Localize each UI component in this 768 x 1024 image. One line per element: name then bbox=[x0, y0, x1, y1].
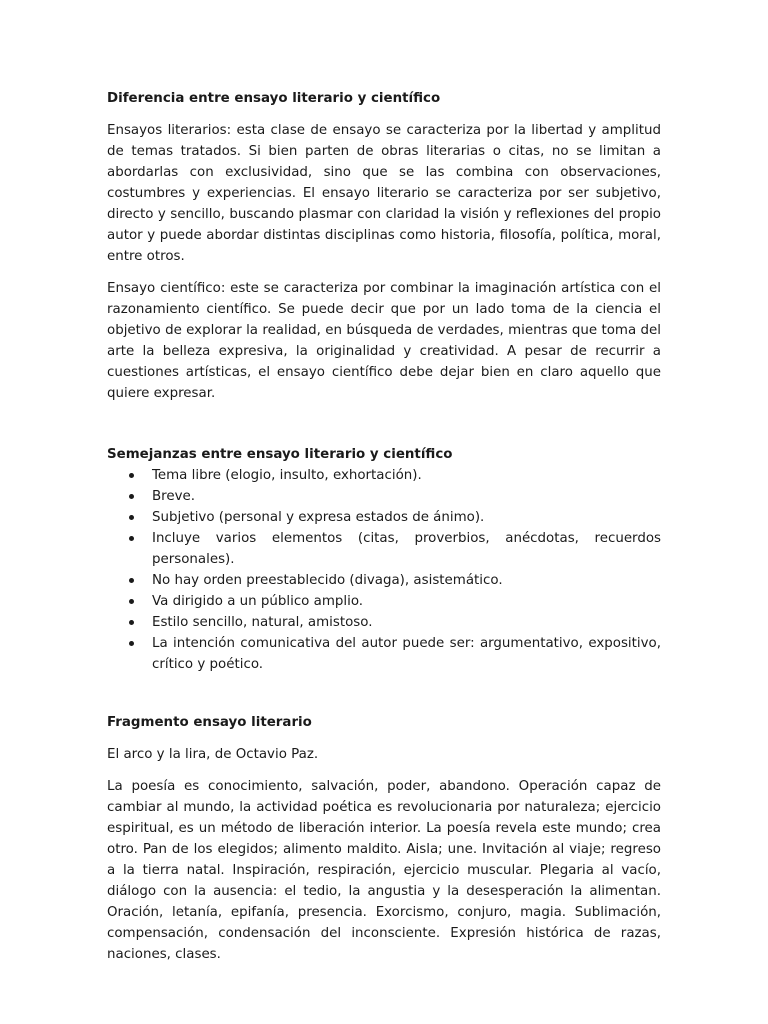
bullet-icon bbox=[129, 599, 134, 604]
list-item-text: Subjetivo (personal y expresa estados de ánimo). bbox=[152, 510, 485, 525]
list-item bbox=[107, 465, 661, 486]
document-page bbox=[107, 88, 661, 965]
list-item bbox=[107, 591, 661, 612]
list-item bbox=[107, 570, 661, 591]
bullet-icon bbox=[129, 515, 134, 520]
list-item bbox=[107, 486, 661, 507]
bullet-icon bbox=[129, 536, 134, 541]
paragraph-literary-essay: Ensayos literarios: esta clase de ensayo se caracteriza por la libertad y amplitud de temas tratados. Si bien parten de obras literarias o citas, no se limitan a abordarlas con exclusividad, sino que se las combina con observaciones, costumbres y experiencias. El ensayo literario se caracteriza por ser subjetivo, directo y sencillo, buscando plasmar con claridad la visión y reflexiones del propio autor y puede abordar distintas disciplinas como historia, filosofía, política, moral, entre otros. bbox=[107, 123, 661, 264]
list-item bbox=[107, 633, 661, 675]
list-item-text: La intención comunicativa del autor puede ser: argumentativo, expositivo, crítico y poético. bbox=[152, 636, 661, 672]
list-item-text: Estilo sencillo, natural, amistoso. bbox=[152, 615, 373, 630]
similarities-list bbox=[107, 465, 661, 675]
list-item-text: Incluye varios elementos (citas, proverbios, anécdotas, recuerdos personales). bbox=[152, 531, 661, 567]
list-item bbox=[107, 507, 661, 528]
fragment-source: El arco y la lira, de Octavio Paz. bbox=[107, 747, 319, 762]
list-item-text: No hay orden preestablecido (divaga), asistemático. bbox=[152, 573, 503, 588]
list-item bbox=[107, 528, 661, 570]
bullet-icon bbox=[129, 620, 134, 625]
list-item-text: Tema libre (elogio, insulto, exhortación). bbox=[152, 468, 422, 483]
bullet-icon bbox=[129, 494, 134, 499]
section-heading-fragment: Fragmento ensayo literario bbox=[107, 715, 312, 730]
list-item-text: Breve. bbox=[152, 489, 196, 504]
bullet-icon bbox=[129, 578, 134, 583]
fragment-paragraph: La poesía es conocimiento, salvación, poder, abandono. Operación capaz de cambiar al mundo, la actividad poética es revolucionaria por naturaleza; ejercicio espiritual, es un método de liberación interior. La poesía revela este mundo; crea otro. Pan de los elegidos; alimento maldito. Aisla; une. Invitación al viaje; regreso a la tierra natal. Inspiración, respiración, ejercicio muscular. Plegaria al vacío, diálogo con la ausencia: el tedio, la angustia y la desesperación la alimentan. Oración, letanía, epifanía, presencia. Exorcismo, conjuro, magia. Sublimación, compensación, condensación del inconsciente. Expresión histórica de razas, naciones, clases. bbox=[107, 779, 661, 962]
paragraph-scientific-essay: Ensayo científico: este se caracteriza por combinar la imaginación artística con el razonamiento científico. Se puede decir que por un lado toma de la ciencia el objetivo de explorar la realidad, en búsqueda de verdades, mientras que toma del arte la belleza expresiva, la originalidad y creatividad. A pesar de recurrir a cuestiones artísticas, el ensayo científico debe dejar bien en claro aquello que quiere expresar. bbox=[107, 281, 661, 401]
bullet-icon bbox=[129, 641, 134, 646]
list-item-text: Va dirigido a un público amplio. bbox=[152, 594, 364, 609]
list-item bbox=[107, 612, 661, 633]
section-heading-similarities: Semejanzas entre ensayo literario y científico bbox=[107, 447, 453, 462]
section-heading-differences: Diferencia entre ensayo literario y científico bbox=[107, 91, 441, 106]
bullet-icon bbox=[129, 473, 134, 478]
